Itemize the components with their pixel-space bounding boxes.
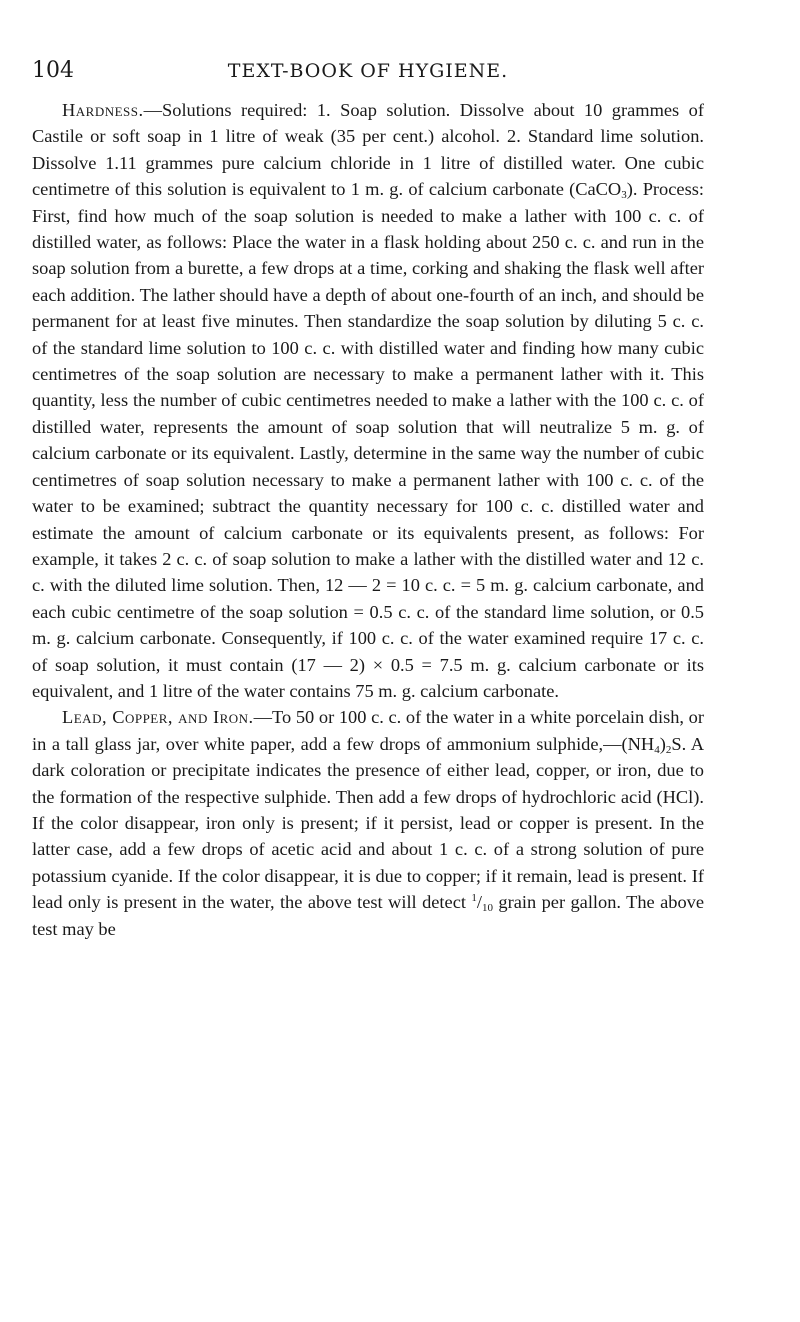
- lead-copper-iron-paragraph: [32, 704, 704, 942]
- fraction-numerator: 1: [471, 892, 477, 905]
- hardness-subscript: 3: [621, 189, 627, 202]
- hardness-heading: Hardness.: [62, 100, 144, 120]
- lead-copper-iron-heading: Lead, Copper, and Iron.: [62, 707, 254, 728]
- hardness-text-2: ). Process: First, find how much of the soap solution is needed to make a lather with 100 c. c. of distilled water, as follows: Place the water in a flask holding about 250 c. c. and run in the soap solution from a burette, a few drops at a time, corking and shaking the flask well after each addition. The lather should have a depth of about one-fourth of an inch, and should be permanent for at least five minutes. Then standardize the soap solution by diluting 5 c. c. of the standard lime solution to 100 c. c. with distilled water and finding how many cubic centimetres of the soap solution are necessary to make a permanent lather with it. This quantity, less the number of cubic centimetres needed to make a lather with the 100 c. c. of distilled water, represents the amount of soap solution that will neutralize 5 m. g. of calcium carbonate or its equivalent. Lastly, determine in the same way the number of cubic centimetres of soap solution necessary to make a permanent lather with 100 c. c. of the water to be examined; subtract the quantity necessary for 100 c. c. distilled water and estimate the amount of calcium carbonate or its equivalents present, as follows: For example, it takes 2 c. c. of soap solution to make a lather with the distilled water and 12 c. c. with the diluted lime solution. Then, 12 — 2 = 10 c. c. = 5 m. g. calcium carbonate, and each cubic centimetre of the soap solution = 0.5 c. c. of the standard lime solution, or 0.5 m. g. calcium carbonate. Consequently, if 100 c. c. of the water examined require 17 c. c. of soap solution, it must contain (17 — 2) × 0.5 = 7.5 m. g. calcium carbonate or its equivalent, and 1 litre of the water contains 75 m. g. calcium carbonate.: [32, 179, 704, 701]
- hardness-text-1: —Solutions required: 1. Soap solution. Dissolve about 10 grammes of Castile or soft soap in 1 litre of weak (35 per cent.) alcohol. 2. Standard lime solution. Dissolve 1.11 grammes pure calcium chloride in 1 litre of distilled water. One cubic centimetre of this solution is equivalent to 1 m. g. of calcium carbonate (CaCO: [32, 100, 704, 200]
- lead-subscript-2: 2: [665, 743, 672, 756]
- page-number: 104: [32, 58, 74, 83]
- running-head: TEXT-BOOK OF HYGIENE.: [227, 60, 509, 82]
- lead-text-2: ): [659, 733, 666, 754]
- lead-text-4: grain per gallon. The above test may be: [32, 892, 704, 939]
- fraction-slash: /: [476, 892, 482, 913]
- body-text: [32, 97, 704, 942]
- hardness-paragraph: [32, 97, 704, 704]
- fraction-denominator: 10: [482, 902, 493, 915]
- lead-text-1: —To 50 or 100 c. c. of the water in a white porcelain dish, or in a tall glass jar, over white paper, add a few drops of ammonium sulphide,—(NH: [32, 707, 705, 754]
- lead-subscript-1: 4: [654, 743, 660, 756]
- lead-text-3: S. A dark coloration or precipitate indicates the presence of either lead, copper, or iron, due to the formation of the respective sulphide. Then add a few drops of hydrochloric acid (HCl). If the color disappear, iron only is present; if it persist, lead or copper is present. In the latter case, add a few drops of acetic acid and about 1 c. c. of a strong solution of pure potassium cyanide. If the color disappear, it is due to copper; if it remain, lead is present. If lead only is present in the water, the above test will detect: [32, 733, 704, 913]
- page-header: [32, 58, 704, 86]
